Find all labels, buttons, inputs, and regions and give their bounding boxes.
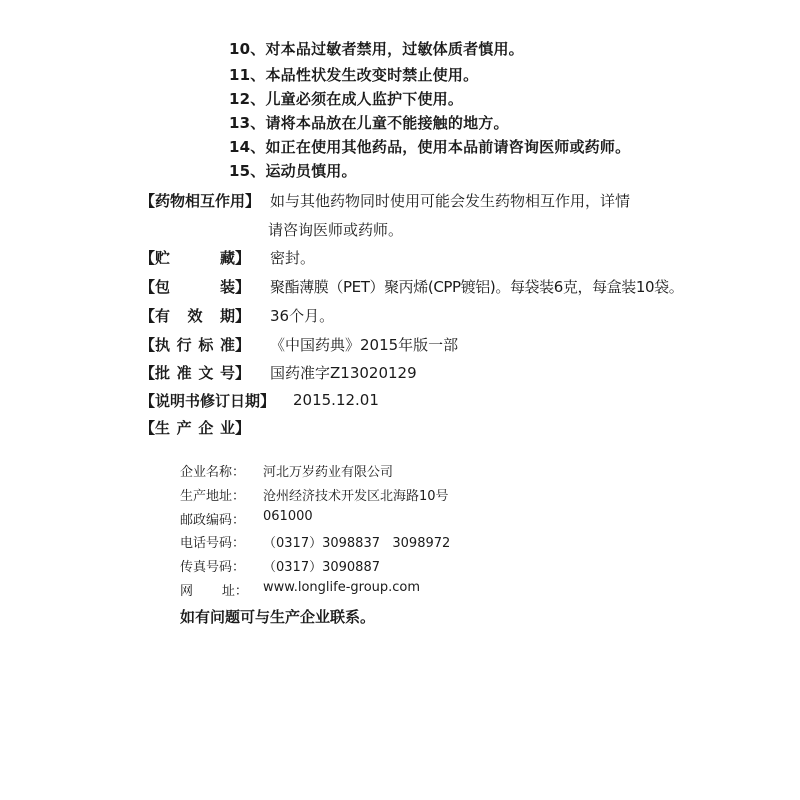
warning-item-14: 14、如正在使用其他药品，使用本品前请咨询医师或药师。 <box>229 138 631 156</box>
bracket-open: 【 <box>140 307 156 325</box>
bracket-close: 】 <box>235 419 251 437</box>
bracket-close: 】 <box>235 336 251 354</box>
warning-item-12: 12、儿童必须在成人监护下使用。 <box>229 90 464 108</box>
bracket-close: 】 <box>235 249 251 267</box>
company-postcode-label: 邮政编码： <box>180 513 246 528</box>
interaction-text-line2: 请咨询医师或药师。 <box>268 221 404 239</box>
company-address-label: 生产地址： <box>180 489 246 504</box>
company-address: 沧州经济技术开发区北海路10号 <box>263 489 449 504</box>
bracket-open: 【 <box>140 419 156 437</box>
warning-item-11: 11、本品性状发生改变时禁止使用。 <box>229 66 479 84</box>
standard-value: 《中国药典》2015年版一部 <box>270 336 459 354</box>
approval-label-text: 批准文号 <box>155 364 236 382</box>
storage-label-text: 贮藏 <box>155 249 236 267</box>
storage-value: 密封。 <box>270 249 316 267</box>
warning-item-13: 13、请将本品放在儿童不能接触的地方。 <box>229 114 509 132</box>
approval-value: 国药准字Z13020129 <box>270 364 417 382</box>
company-website: www.longlife-group.com <box>263 580 421 595</box>
bracket-close: 】 <box>235 278 251 296</box>
validity-label <box>140 305 250 326</box>
validity-value: 36个月。 <box>270 307 335 325</box>
standard-label <box>140 334 250 355</box>
bracket-close: 】 <box>235 364 251 382</box>
company-postcode: 061000 <box>263 509 313 524</box>
validity-label-text: 有效期 <box>155 307 236 325</box>
bracket-open: 【 <box>140 278 156 296</box>
warning-item-15: 15、运动员慎用。 <box>229 162 357 180</box>
storage-label <box>140 247 250 268</box>
bracket-open: 【 <box>140 249 156 267</box>
package-value: 聚酯薄膜（PET）聚丙烯(CPP镀铝)。每袋装6克，每盒装10袋。 <box>270 278 684 296</box>
interaction-text-line1: 如与其他药物同时使用可能会发生药物相互作用，详情 <box>270 192 631 210</box>
company-fax: （0317）3090887 <box>263 560 380 575</box>
footer-note: 如有问题可与生产企业联系。 <box>180 608 376 626</box>
company-web-label: 网 址： <box>180 584 248 599</box>
company-phone-label: 电话号码： <box>180 536 246 551</box>
bracket-open: 【 <box>140 336 156 354</box>
company-name: 河北万岁药业有限公司 <box>263 465 394 480</box>
revision-label: 【说明书修订日期】 <box>140 392 276 410</box>
bracket-close: 】 <box>235 307 251 325</box>
company-phone: （0317）3098837 3098972 <box>263 536 451 551</box>
warning-item-10: 10、对本品过敏者禁用，过敏体质者慎用。 <box>229 40 524 58</box>
standard-label-text: 执行标准 <box>155 336 236 354</box>
package-label-text: 包装 <box>155 278 236 296</box>
company-fax-label: 传真号码： <box>180 560 246 575</box>
revision-value: 2015.12.01 <box>293 391 379 409</box>
interaction-label: 【药物相互作用】 <box>140 192 261 210</box>
approval-label <box>140 362 250 383</box>
package-label <box>140 276 250 297</box>
company-name-label: 企业名称： <box>180 465 246 480</box>
bracket-open: 【 <box>140 364 156 382</box>
manufacturer-label-text: 生产企业 <box>155 419 236 437</box>
manufacturer-label <box>140 417 250 438</box>
